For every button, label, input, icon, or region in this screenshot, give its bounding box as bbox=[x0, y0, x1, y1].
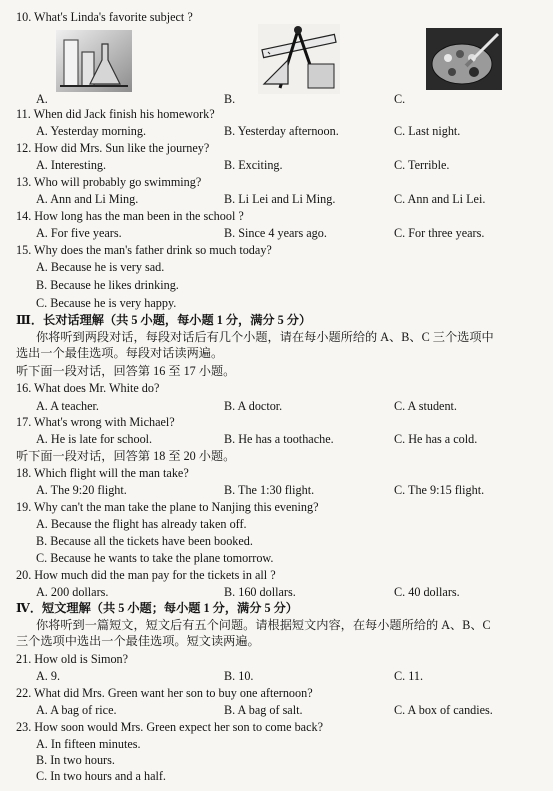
question-21-option-a: A. 9. bbox=[36, 669, 61, 683]
section-4-heading: Ⅳ．短文理解（共 5 小题；每小题 1 分，满分 5 分） bbox=[16, 601, 298, 615]
question-16-option-c: C. A student. bbox=[394, 399, 457, 413]
question-20-stem: 20. How much did the man pay for the tickets in all ? bbox=[16, 568, 276, 582]
question-20-option-c: C. 40 dollars. bbox=[394, 585, 460, 599]
question-10-stem: 10. What's Linda's favorite subject ? bbox=[16, 10, 193, 24]
question-23-stem: 23. How soon would Mrs. Green expect her son to come back? bbox=[16, 720, 323, 734]
question-23-option-c: C. In two hours and a half. bbox=[36, 769, 166, 783]
question-22-option-a: A. A bag of rice. bbox=[36, 703, 117, 717]
question-15-stem: 15. Why does the man's father drink so much today? bbox=[16, 243, 272, 257]
question-10-option-b: B. bbox=[224, 92, 236, 106]
question-22-stem: 22. What did Mrs. Green want her son to buy one afternoon? bbox=[16, 686, 313, 700]
question-17-stem: 17. What's wrong with Michael? bbox=[16, 415, 175, 429]
question-15-option-b: B. Because he likes drinking. bbox=[36, 278, 179, 292]
section-3-heading: Ⅲ．长对话理解（共 5 小题，每小题 1 分，满分 5 分） bbox=[16, 313, 312, 327]
question-19-stem: 19. Why can't the man take the plane to Nanjing this evening? bbox=[16, 500, 319, 514]
question-11-stem: 11. When did Jack finish his homework? bbox=[16, 107, 215, 121]
question-16-stem: 16. What does Mr. White do? bbox=[16, 381, 160, 395]
question-15-option-a: A. Because he is very sad. bbox=[36, 260, 165, 274]
question-23-option-a: A. In fifteen minutes. bbox=[36, 737, 141, 751]
section-3-instructions-line-1: 你将听到两段对话，每段对话后有几个小题，请在每小题所给的 A、B、C 三个选项中 bbox=[36, 330, 494, 344]
question-14-option-a: A. For five years. bbox=[36, 226, 122, 240]
beakers-flask-image bbox=[56, 30, 132, 92]
question-18-option-a: A. The 9:20 flight. bbox=[36, 483, 127, 497]
question-20-option-a: A. 200 dollars. bbox=[36, 585, 109, 599]
question-11-option-b: B. Yesterday afternoon. bbox=[224, 124, 339, 138]
question-17-option-b: B. He has a toothache. bbox=[224, 432, 334, 446]
question-13-stem: 13. Who will probably go swimming? bbox=[16, 175, 202, 189]
question-19-option-a: A. Because the flight has already taken off. bbox=[36, 517, 247, 531]
question-15-option-c: C. Because he is very happy. bbox=[36, 296, 177, 310]
question-13-option-b: B. Li Lei and Li Ming. bbox=[224, 192, 336, 206]
question-11-option-a: A. Yesterday morning. bbox=[36, 124, 147, 138]
section-3-instructions-line-2: 选出一个最佳选项。每段对话读两遍。 bbox=[16, 346, 224, 360]
question-16-option-a: A. A teacher. bbox=[36, 399, 99, 413]
question-17-option-a: A. He is late for school. bbox=[36, 432, 153, 446]
question-23-option-b: B. In two hours. bbox=[36, 753, 115, 767]
question-22-option-b: B. A bag of salt. bbox=[224, 703, 303, 717]
dialog-1-intro: 听下面一段对话，回答第 16 至 17 小题。 bbox=[16, 364, 236, 378]
question-20-option-b: B. 160 dollars. bbox=[224, 585, 296, 599]
question-18-option-c: C. The 9:15 flight. bbox=[394, 483, 485, 497]
question-16-option-b: B. A doctor. bbox=[224, 399, 283, 413]
question-12-stem: 12. How did Mrs. Sun like the journey? bbox=[16, 141, 210, 155]
question-13-option-c: C. Ann and Li Lei. bbox=[394, 192, 486, 206]
compass-ruler-image bbox=[258, 24, 340, 94]
question-21-option-c: C. 11. bbox=[394, 669, 424, 683]
question-12-option-a: A. Interesting. bbox=[36, 158, 107, 172]
question-17-option-c: C. He has a cold. bbox=[394, 432, 478, 446]
dialog-2-intro: 听下面一段对话，回答第 18 至 20 小题。 bbox=[16, 449, 236, 463]
question-12-option-c: C. Terrible. bbox=[394, 158, 450, 172]
question-10-option-a: A. bbox=[36, 92, 48, 106]
question-10-option-c: C. bbox=[394, 92, 406, 106]
question-14-option-c: C. For three years. bbox=[394, 226, 485, 240]
paint-palette-image bbox=[426, 28, 502, 90]
question-13-option-a: A. Ann and Li Ming. bbox=[36, 192, 139, 206]
question-12-option-b: B. Exciting. bbox=[224, 158, 283, 172]
question-19-option-b: B. Because all the tickets have been booked. bbox=[36, 534, 253, 548]
question-11-option-c: C. Last night. bbox=[394, 124, 461, 138]
question-21-option-b: B. 10. bbox=[224, 669, 254, 683]
question-19-option-c: C. Because he wants to take the plane tomorrow. bbox=[36, 551, 274, 565]
question-21-stem: 21. How old is Simon? bbox=[16, 652, 129, 666]
section-4-instructions-line-1: 你将听到一篇短文，短文后有五个问题。请根据短文内容，在每小题所给的 A、B、C bbox=[36, 618, 491, 632]
question-14-stem: 14. How long has the man been in the school ? bbox=[16, 209, 244, 223]
question-18-stem: 18. Which flight will the man take? bbox=[16, 466, 189, 480]
question-14-option-b: B. Since 4 years ago. bbox=[224, 226, 327, 240]
question-18-option-b: B. The 1:30 flight. bbox=[224, 483, 315, 497]
question-22-option-c: C. A box of candies. bbox=[394, 703, 493, 717]
section-4-instructions-line-2: 三个选项中选出一个最佳选项。短文读两遍。 bbox=[16, 634, 260, 648]
